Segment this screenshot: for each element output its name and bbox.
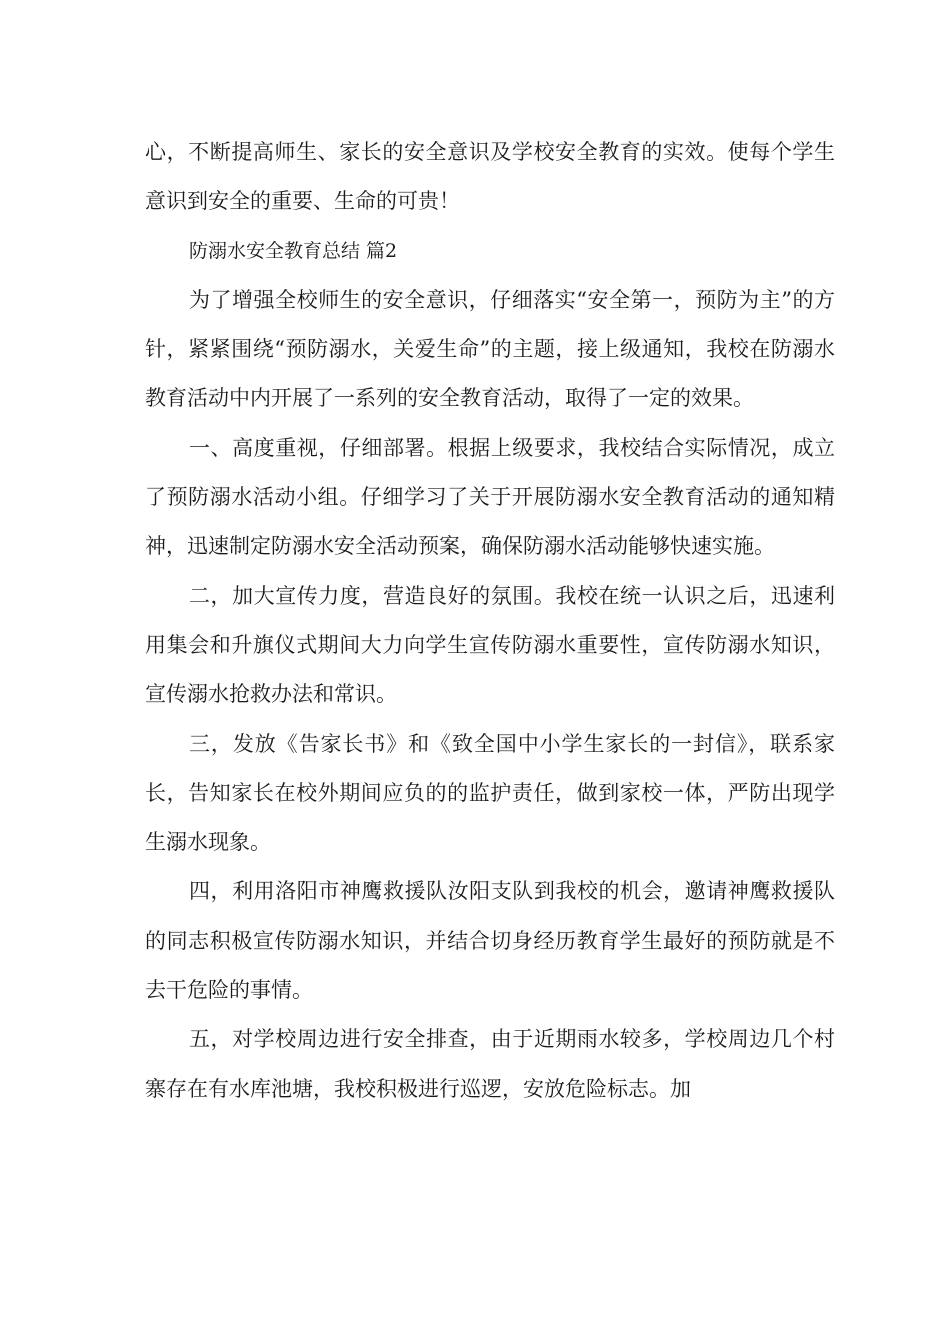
paragraph-point-3: 三，发放《告家长书》和《致全国中小学生家长的一封信》，联系家长，告知家长在校外期间应负的的监护责任，做到家校一体，严防出现学生溺水现象。 (145, 731, 835, 855)
paragraph-point-5: 五，对学校周边进行安全排查，由于近期雨水较多，学校周边几个村寨存在有水库池塘，我校积极进行巡逻，安放危险标志。加 (145, 1027, 835, 1101)
paragraph-intro: 为了增强全校师生的安全意识，仔细落实“安全第一，预防为主”的方针，紧紧围绕“预防溺水，关爱生命”的主题，接上级通知，我校在防溺水教育活动中内开展了一系列的安全教育活动，取得了一定的效果。 (145, 287, 835, 411)
document-body (145, 128, 835, 1114)
section-heading: 防溺水安全教育总结 篇2 (189, 239, 398, 262)
paragraph-continuation: 心，不断提高师生、家长的安全意识及学校安全教育的实效。使每个学生意识到安全的重要、生命的可贵！ (145, 140, 835, 214)
paragraph-point-2: 二，加大宣传力度，营造良好的氛围。我校在统一认识之后，迅速利用集会和升旗仪式期间大力向学生宣传防溺水重要性，宣传防溺水知识，宣传溺水抢救办法和常识。 (145, 583, 835, 707)
paragraph-point-1: 一、高度重视，仔细部署。根据上级要求，我校结合实际情况，成立了预防溺水活动小组。仔细学习了关于开展防溺水安全教育活动的通知精神，迅速制定防溺水安全活动预案，确保防溺水活动能够快速实施。 (145, 435, 835, 559)
paragraph-point-4: 四，利用洛阳市神鹰救援队汝阳支队到我校的机会，邀请神鹰救援队的同志积极宣传防溺水知识，并结合切身经历教育学生最好的预防就是不去干危险的事情。 (145, 879, 835, 1003)
